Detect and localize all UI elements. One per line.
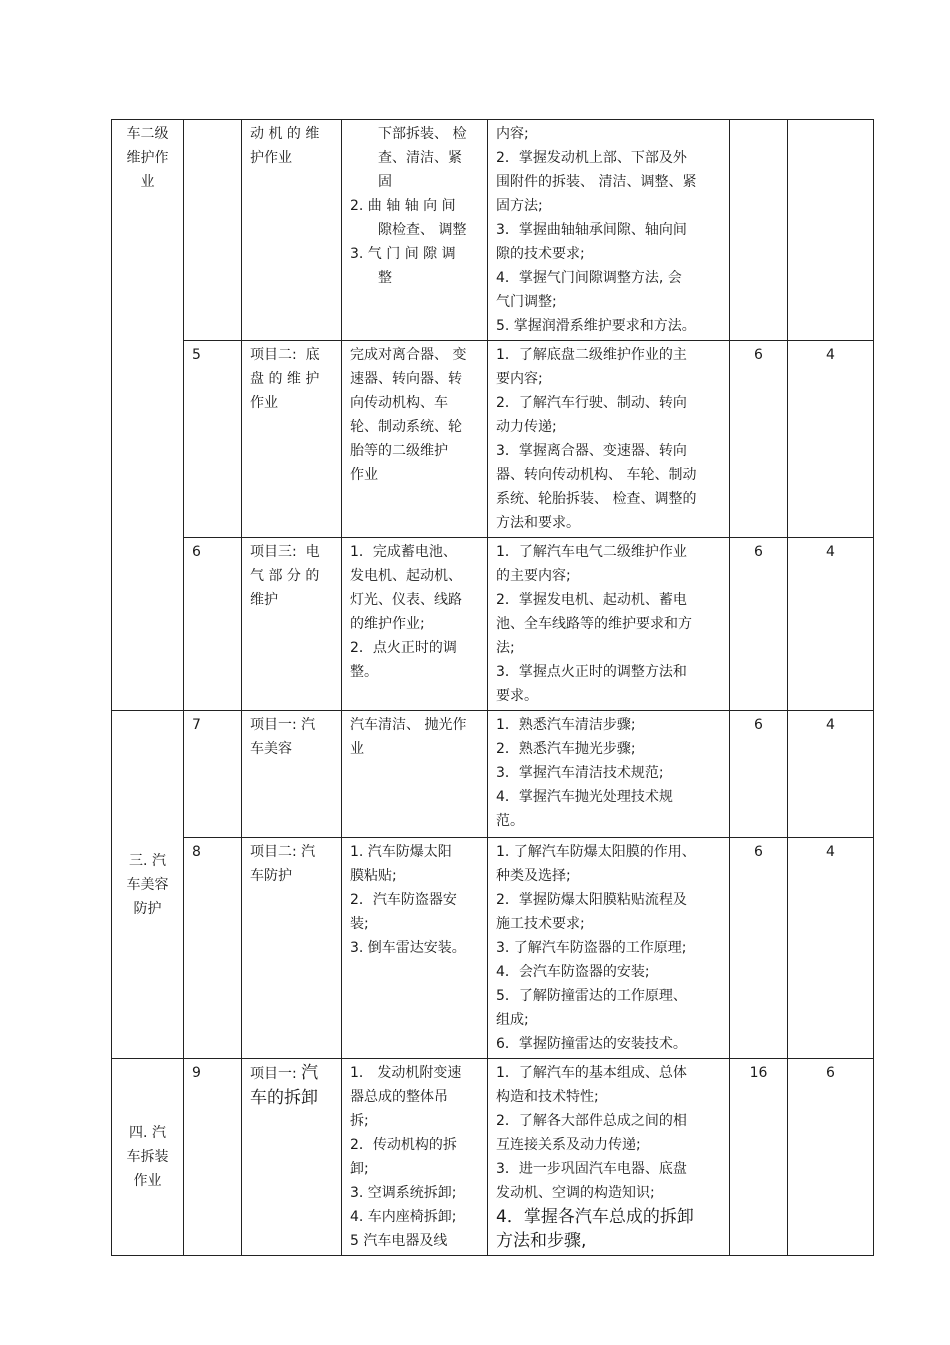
number-cell: 7 [184,711,242,838]
number-cell: 8 [184,838,242,1059]
content-cell: 1． 发动机附变速 器总成的整体吊 拆; 2．传动机构的拆 卸; 3. 空调系统拆卸; 4. 车内座椅拆卸; 5 汽车电器及线 [342,1059,488,1256]
module-cell: 四. 汽 车拆装 作业 [112,1059,184,1256]
extra-cell: 4 [788,838,874,1059]
objectives-cell: 内容; 2．掌握发动机上部、下部及外 围附件的拆装、 清洁、调整、紧 固方法; 3．掌握曲轴轴承间隙、轴向间 隙的技术要求; 4．掌握气门间隙调整方法, 会 气门调整; 5. 掌握润滑系维护要求和方法。 [488,120,730,341]
table-row [112,1059,874,1256]
hours-cell: 6 [730,341,788,538]
table-row [112,711,874,838]
extra-cell: 6 [788,1059,874,1256]
module-cell: 车二级 维护作 业 [112,120,184,711]
objectives-cell: 1．了解汽车的基本组成、总体 构造和技术特性; 2．了解各大部件总成之间的相 互连接关系及动力传递; 3．进一步巩固汽车电器、底盘 发动机、空调的构造知识; 4．掌握各汽车总成的拆卸 方法和步骤, [488,1059,730,1256]
extra-cell: 4 [788,711,874,838]
hours-cell [730,120,788,341]
number-cell [184,120,242,341]
objectives-cell: 1. 了解汽车防爆太阳膜的作用、 种类及选择; 2．掌握防爆太阳膜粘贴流程及 施工技术要求; 3. 了解汽车防盗器的工作原理; 4．会汽车防盗器的安装; 5．了解防撞雷达的工作原理、 组成; 6．掌握防撞雷达的安装技术。 [488,838,730,1059]
hours-cell: 6 [730,538,788,711]
content-cell: 1. 汽车防爆太阳 膜粘贴; 2．汽车防盗器安 装; 3. 倒车雷达安装。 [342,838,488,1059]
hours-cell: 16 [730,1059,788,1256]
content-cell: 下部拆装、 检 查、清洁、紧 固 2. 曲 轴 轴 向 间 隙检查、 调整 3. 气 门 间 隙 调 整 [342,120,488,341]
project-cell: 项目一: 汽 车的拆卸 [242,1059,342,1256]
project-cell: 动 机 的 维 护作业 [242,120,342,341]
table-row [112,120,874,341]
number-cell: 9 [184,1059,242,1256]
extra-cell [788,120,874,341]
project-cell: 项目三: 电 气 部 分 的 维护 [242,538,342,711]
objectives-cell: 1．熟悉汽车清洁步骤; 2．熟悉汽车抛光步骤; 3．掌握汽车清洁技术规范; 4．掌握汽车抛光处理技术规 范。 [488,711,730,838]
hours-cell: 6 [730,838,788,1059]
table-row [112,538,874,711]
content-cell: 汽车清洁、 抛光作 业 [342,711,488,838]
objectives-cell: 1．了解汽车电气二级维护作业 的主要内容; 2．掌握发电机、起动机、蓄电 池、全车线路等的维护要求和方 法; 3．掌握点火正时的调整方法和 要求。 [488,538,730,711]
content-cell: 完成对离合器、 变 速器、转向器、转 向传动机构、车 轮、制动系统、轮 胎等的二级维护 作业 [342,341,488,538]
objectives-cell: 1．了解底盘二级维护作业的主 要内容; 2．了解汽车行驶、制动、转向 动力传递; 3．掌握离合器、变速器、转向 器、转向传动机构、 车轮、制动 系统、轮胎拆装、 检查、调整的 方法和要求。 [488,341,730,538]
course-table [111,119,874,1256]
project-cell: 项目二: 底 盘 的 维 护 作业 [242,341,342,538]
project-cell: 项目二: 汽 车防护 [242,838,342,1059]
number-cell: 5 [184,341,242,538]
table-row [112,341,874,538]
extra-cell: 4 [788,341,874,538]
extra-cell: 4 [788,538,874,711]
project-cell: 项目一: 汽 车美容 [242,711,342,838]
number-cell: 6 [184,538,242,711]
table-row [112,838,874,1059]
module-cell: 三. 汽 车美容 防护 [112,711,184,1059]
content-cell: 1．完成蓄电池、 发电机、起动机、 灯光、仪表、线路 的维护作业; 2．点火正时的调 整。 [342,538,488,711]
hours-cell: 6 [730,711,788,838]
